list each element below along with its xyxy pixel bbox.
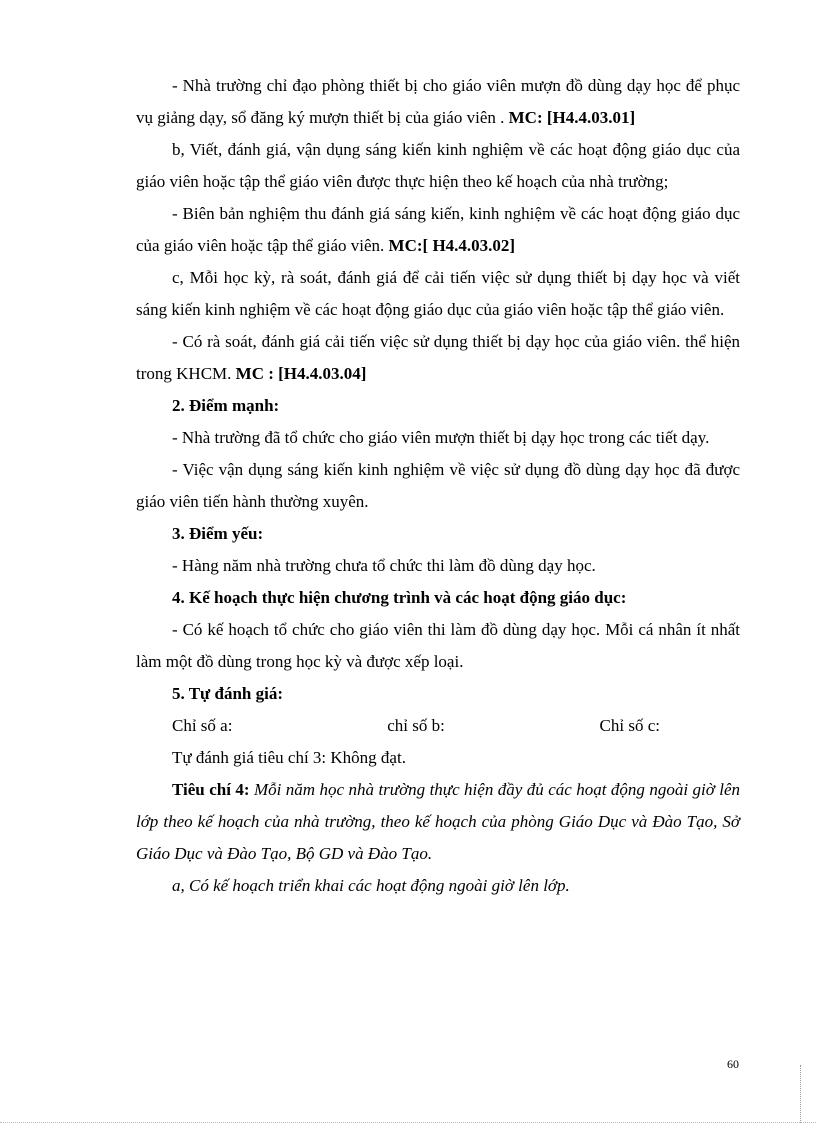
evidence-code: MC : [H4.4.03.04] <box>235 364 367 383</box>
paragraph: - Nhà trường chỉ đạo phòng thiết bị cho giáo viên mượn đồ dùng dạy học để phục vụ giảng dạy, sổ đăng ký mượn thiết bị của giáo viên . MC: [H4.4.03.01] <box>136 76 740 127</box>
section-heading: 4. Kế hoạch thực hiện chương trình và các hoạt động giáo dục: <box>172 588 627 607</box>
paragraph: - Hàng năm nhà trường chưa tổ chức thi làm đồ dùng dạy học. <box>172 556 596 575</box>
self-assessment: Tự đánh giá tiêu chí 3: Không đạt. <box>172 748 406 767</box>
section-heading: 2. Điểm mạnh: <box>172 396 280 415</box>
paragraph: a, Có kế hoạch triển khai các hoạt động ngoài giờ lên lớp. <box>172 876 570 895</box>
index-row <box>136 710 740 742</box>
paragraph: - Có rà soát, đánh giá cải tiến việc sử dụng thiết bị dạy học của giáo viên. thể hiện trong KHCM. MC : [H4.4.03.04] <box>136 332 740 383</box>
paragraph: - Việc vận dụng sáng kiến kinh nghiệm về việc sử dụng đồ dùng dạy học đã được giáo viên tiến hành thường xuyên. <box>136 460 740 511</box>
paragraph: b, Viết, đánh giá, vận dụng sáng kiến kinh nghiệm về các hoạt động giáo dục của giáo viên hoặc tập thể giáo viên được thực hiện theo kế hoạch của nhà trường; <box>136 140 740 191</box>
criterion-paragraph: Tiêu chí 4: Mỗi năm học nhà trường thực hiện đầy đủ các hoạt động ngoài giờ lên lớp theo kế hoạch của nhà trường, theo kế hoạch của phòng Giáo Dục và Đào Tạo, Sở Giáo Dục và Đào Tạo, Bộ GD và Đào Tạo. <box>136 780 741 863</box>
document-body <box>136 70 740 902</box>
paragraph: - Biên bản nghiệm thu đánh giá sáng kiến, kinh nghiệm về các hoạt động giáo dục của giáo viên hoặc tập thể giáo viên. MC:[ H4.4.03.02] <box>136 204 740 255</box>
page-number: 60 <box>727 1057 739 1071</box>
criterion-label: Tiêu chí 4: <box>172 780 250 799</box>
section-heading: 3. Điểm yếu: <box>172 524 264 543</box>
paragraph: - Có kế hoạch tổ chức cho giáo viên thi làm đồ dùng dạy học. Mỗi cá nhân ít nhất làm một đồ dùng trong học kỳ và được xếp loại. <box>136 620 740 671</box>
paragraph: c, Mỗi học kỳ, rà soát, đánh giá để cải tiến việc sử dụng thiết bị dạy học và viết sáng kiến kinh nghiệm về các hoạt động giáo dục của giáo viên hoặc tập thể giáo viên. <box>136 268 740 319</box>
index-b: chỉ số b: <box>387 716 445 735</box>
margin-guide <box>800 1065 801 1123</box>
evidence-code: MC: [H4.4.03.01] <box>508 108 636 127</box>
assessment-result: Không đạt. <box>330 748 406 767</box>
section-heading: 5. Tự đánh giá: <box>172 684 283 703</box>
evidence-code: MC:[ H4.4.03.02] <box>388 236 516 255</box>
index-a: Chỉ số a: <box>172 716 233 735</box>
paragraph: - Nhà trường đã tổ chức cho giáo viên mượn thiết bị dạy học trong các tiết dạy. <box>172 428 710 447</box>
index-c: Chỉ số c: <box>599 716 660 735</box>
